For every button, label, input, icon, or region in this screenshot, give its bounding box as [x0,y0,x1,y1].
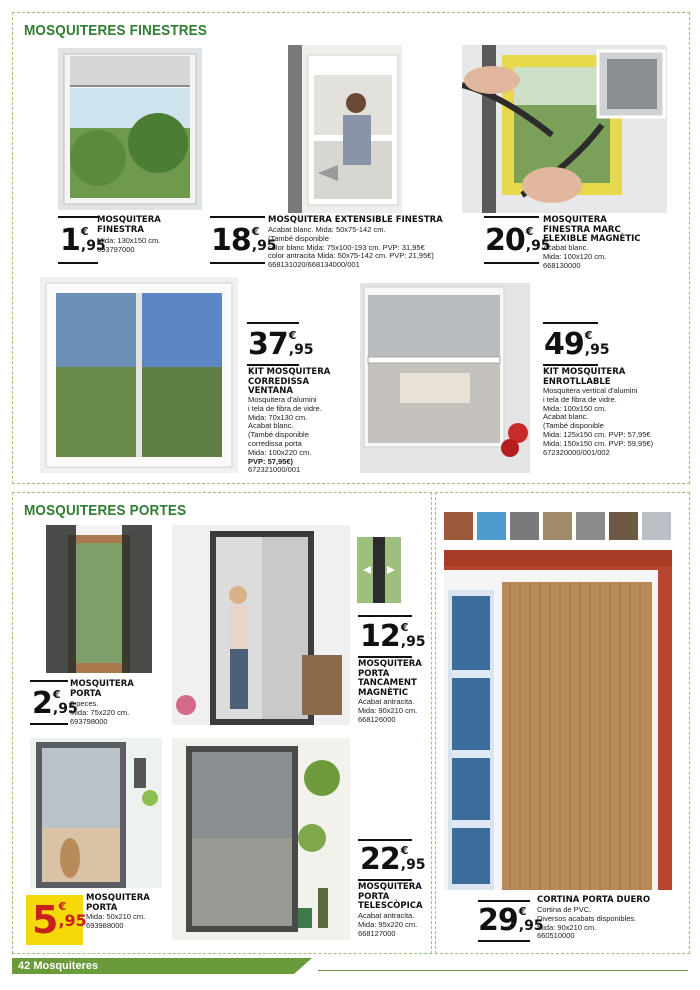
price-currency: € [58,900,67,913]
price-integer: 37 [248,327,288,362]
price-currency: € [400,844,409,857]
product-photo-roller-net [360,283,530,473]
desc-line: Mida: 70x130 cm. [248,412,308,422]
desc-line: Diversos acabats disponibles. [537,913,637,923]
product-name-p4: KIT MOSQUITERA CORREDISSA VENTANA [248,367,331,396]
price-integer: 49 [544,327,584,362]
price-decimal: ,95 [58,911,87,930]
desc-line: (També disponible [248,430,309,440]
price-integer: 1 [60,223,80,258]
product-name-p7: MOSQUITERA PORTA TANCAMENT MAGNÈTIC [358,659,422,698]
price-underline [484,262,539,264]
desc-line: Cortina de PVC. [537,905,592,914]
price-underline [484,216,539,218]
windows-section-title: MOSQUITERES FINESTRES [24,22,208,39]
desc-line: Mida: 50x210 cm. [86,912,146,921]
price-p8 [32,898,87,942]
color-swatch[interactable] [543,512,572,540]
desc-line: i tela de fibra de vidre. [248,403,322,413]
product-photo-door-curtain [46,525,152,673]
product-desc-p6 [70,700,160,726]
price-decimal: ,95 [52,701,78,717]
page-number: 42 [18,960,31,972]
desc-line: PVP: 57,95€) [248,456,294,466]
product-desc-p7 [358,698,428,724]
desc-line: 668130000 [543,260,581,270]
price-decimal: ,95 [80,238,106,254]
price-currency: € [80,225,89,238]
price-decimal: ,95 [525,238,551,254]
product-desc-p9 [358,912,428,938]
color-swatch[interactable] [510,512,539,540]
desc-line: (També disponible [268,233,329,243]
price-decimal: ,95 [518,918,544,934]
price-underline [358,839,412,841]
price-currency: € [288,329,297,342]
footer-label [18,958,98,974]
doors-section-title: MOSQUITERES PORTES [24,502,187,519]
price-integer: 5 [32,898,58,942]
price-p4 [248,327,314,362]
desc-line: Acabat blanc. [543,243,589,252]
product-name-p9: MOSQUITERA PORTA TELESCÒPICA [358,882,423,911]
price-decimal: ,95 [400,634,426,650]
price-p5 [544,327,610,362]
price-underline [30,723,68,725]
price-currency: € [400,621,409,634]
desc-line: i tela de fibra de vidre. [543,394,617,404]
price-underline [58,216,98,218]
price-p7 [360,619,426,654]
desc-line: Acabat blanc. [248,421,294,431]
price-decimal: ,95 [251,238,277,254]
price-underline [247,364,299,366]
desc-line: Mida: 100x150 cm. [543,403,607,413]
footer-category: Mosquiteres [33,960,99,972]
desc-line: Acabat antracita. [358,911,415,920]
desc-line: 668126000 [358,714,396,724]
desc-line: 668131020/668134000/001 [268,260,360,270]
desc-line: color blanc Mida: 75x100-193 cm. PVP: 31,95€ [268,242,425,252]
desc-line: Acabat antracita. [358,697,415,706]
desc-line: Mida: 100x220 cm. [248,447,312,457]
desc-line: Mida: 130x150 cm. [97,236,161,245]
price-underline [543,364,598,366]
price-underline [210,262,265,264]
price-p10 [478,903,544,938]
price-currency: € [251,225,260,238]
color-swatch[interactable] [642,512,671,540]
desc-line: Mida: 100x120 cm. [543,251,607,261]
price-underline [30,680,68,682]
desc-line: 672321000/001 [248,465,301,475]
product-photo-door-net-dog [30,738,162,888]
desc-line: Mida: 90x210 cm. [358,705,418,715]
price-decimal: ,95 [288,342,314,358]
desc-line: 660510000 [537,931,575,941]
desc-line: Mida: 90x210 cm. [537,922,597,932]
color-swatch[interactable] [576,512,605,540]
price-p2 [211,223,277,258]
product-name-p2: MOSQUITERA EXTENSIBLE FINESTRA [268,215,443,225]
price-integer: 2 [32,686,52,721]
price-currency: € [518,905,527,918]
desc-line: Mida: 95x220 cm. [358,919,418,929]
color-swatch[interactable] [477,512,506,540]
product-desc-p10 [537,906,677,941]
product-photo-magnetic-door [172,525,350,725]
price-p9 [360,842,426,877]
desc-line: 693798000 [70,716,108,726]
desc-line: color antracita Mida: 50x75-142 cm. PVP: 21,95€) [268,251,434,261]
desc-line: Acabat blanc. [543,412,589,422]
product-photo-window-net [58,48,202,210]
price-underline [478,900,530,902]
price-underline [478,940,530,942]
desc-line: Acabat blanc. Mida: 50x75-142 cm. [268,225,386,234]
desc-line: Mida: 125x150 cm. PVP: 57,95€ [543,429,651,439]
product-name-p10: CORTINA PORTA DUERO [537,895,651,905]
desc-line: 668127000 [358,928,396,938]
price-underline [358,615,412,617]
product-photo-telescopic-door [172,738,350,940]
price-p3 [485,223,551,258]
desc-line: (També disponible [543,421,604,431]
price-decimal: ,95 [400,857,426,873]
product-desc-p5 [543,387,683,457]
product-desc-p2 [268,226,458,270]
price-underline [543,322,598,324]
desc-line: 2 peces. [70,699,99,708]
price-currency: € [525,225,534,238]
desc-line: 693988000 [86,920,124,930]
product-photo-magnetic-closure [357,537,401,603]
desc-line: Mosquitera d'alumini [248,395,317,404]
product-name-p3: MOSQUITERA FINESTRA MARC FLEXIBLE MAGNÈTIC [543,215,641,244]
price-underline [210,216,265,218]
product-photo-extensible-net [288,45,402,213]
desc-line: 693797000 [97,244,135,254]
price-integer: 20 [485,223,525,258]
price-integer: 29 [478,903,518,938]
desc-line: Mida: 150x150 cm. PVP: 59,95€) [543,438,654,448]
price-integer: 12 [360,619,400,654]
product-desc-p8 [86,913,176,931]
price-decimal: ,95 [584,342,610,358]
product-photo-pvc-curtain [444,550,672,890]
color-swatch[interactable] [609,512,638,540]
product-desc-p4 [248,396,348,475]
desc-line: Mosquitera vertical d'alumini [543,386,638,395]
product-desc-p3 [543,244,653,270]
price-underline [58,262,98,264]
product-name-p6: MOSQUITERA PORTA [70,679,134,699]
color-swatch[interactable] [444,512,473,540]
product-name-p5: KIT MOSQUITERA ENROTLLABLE [543,367,626,387]
desc-line: corredissa porta [248,438,302,448]
price-integer: 18 [211,223,251,258]
product-photo-sliding-window [40,277,238,473]
price-integer: 22 [360,842,400,877]
product-desc-p1 [97,237,187,255]
product-name-p8: MOSQUITERA PORTA [86,893,150,913]
price-underline [358,879,412,881]
footer-rule [318,970,688,971]
desc-line: 672320000/001/002 [543,447,610,457]
price-currency: € [52,688,61,701]
desc-line: Mida: 75x220 cm. [70,707,130,717]
product-name-p1: MOSQUITERA FINESTRA [97,215,161,235]
price-underline [358,656,412,658]
price-currency: € [584,329,593,342]
product-photo-magnetic-frame [462,45,667,213]
price-underline [247,322,299,324]
